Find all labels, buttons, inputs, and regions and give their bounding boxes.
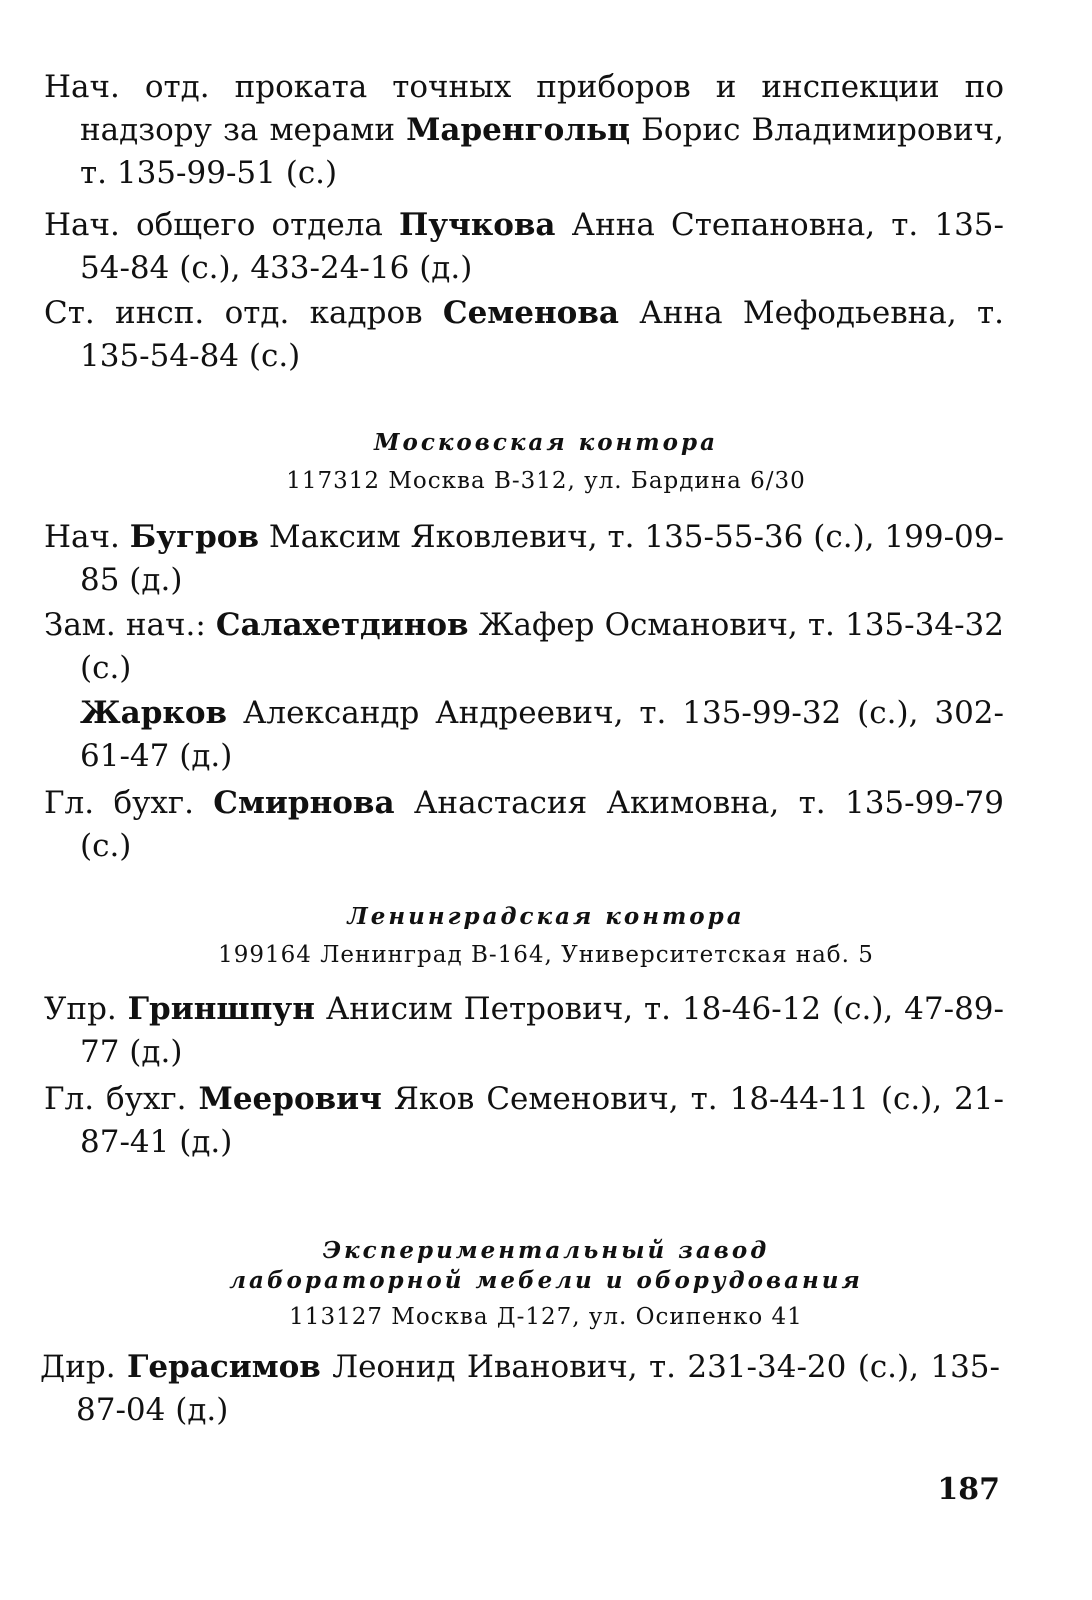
- entry-details: Анна Степановна, т. 135-54-84 (с.), 433-24-16 (д.): [80, 207, 1005, 286]
- entry-grinshpun: [44, 988, 1004, 1074]
- entry-surname: Жарков: [80, 695, 228, 731]
- entry-bugrov: [44, 516, 1004, 602]
- entry-details: Анастасия Акимовна, т. 135-99-79 (с.): [80, 785, 1004, 864]
- entry-surname: Смирнова: [213, 785, 395, 821]
- entry-prefix: Нач. общего отдела: [44, 207, 400, 243]
- section-address-plant: 113127 Москва Д-127, ул. Осипенко 41: [289, 1304, 803, 1330]
- section-heading-plant-line2: лабораторной мебели и оборудования: [229, 1267, 863, 1294]
- entry-details: Леонид Иванович, т. 231-34-20 (с.), 135-87-04 (д.): [76, 1349, 1000, 1428]
- page-number: 187: [937, 1472, 1000, 1507]
- entry-surname: Бугров: [129, 519, 259, 555]
- entry-prefix: Ст. инсп. отд. кадров: [44, 295, 443, 331]
- entry-details: Анна Мефодьевна, т. 135-54-84 (с.): [80, 295, 1005, 374]
- entry-prefix: Упр.: [44, 991, 128, 1027]
- entry-prefix: Дир.: [40, 1349, 127, 1385]
- section-heading-plant-line1: Экспериментальный завод: [322, 1237, 770, 1264]
- entry-meerovich: [44, 1078, 1004, 1164]
- entry-surname: Герасимов: [126, 1349, 321, 1385]
- entry-surname: Семенова: [442, 295, 619, 331]
- entry-prefix: Нач.: [44, 519, 130, 555]
- entry-details: Борис Владимирович, т. 135-99-51 (с.): [80, 112, 1004, 191]
- entry-surname: Пучкова: [399, 207, 556, 243]
- entry-prefix: Гл. бухг.: [44, 785, 214, 821]
- entry-puchkova: [44, 204, 1004, 290]
- entry-semenova: [44, 292, 1004, 378]
- section-heading-moscow: Московская контора: [374, 429, 718, 456]
- entry-marengolts: [44, 66, 1004, 195]
- entry-details: Анисим Петрович, т. 18-46-12 (с.), 47-89-77 (д.): [80, 991, 1004, 1070]
- entry-gerasimov: [40, 1346, 1000, 1432]
- entry-salakhetdinov: [44, 604, 1004, 690]
- section-heading-leningrad: Ленинградская контора: [347, 903, 745, 930]
- entry-details: Жафер Османович, т. 135-34-32 (с.): [80, 607, 1004, 686]
- entry-zharkov: [80, 692, 1004, 778]
- entry-details: Александр Андреевич, т. 135-99-32 (с.), 302-61-47 (д.): [80, 695, 1004, 774]
- section-address-leningrad: 199164 Ленинград В-164, Университетская наб. 5: [218, 942, 874, 968]
- entry-prefix: Нач. отд. проката точных приборов и инспекции по надзору за мерами: [44, 69, 1004, 148]
- entry-surname: Меерович: [198, 1081, 382, 1117]
- entry-surname: Маренгольц: [406, 112, 631, 148]
- entry-surname: Салахетдинов: [215, 607, 469, 643]
- section-address-moscow: 117312 Москва В-312, ул. Бардина 6/30: [286, 468, 806, 494]
- entry-surname: Гриншпун: [127, 991, 315, 1027]
- entry-prefix: Зам. нач.:: [44, 607, 216, 643]
- entry-details: Максим Яковлевич, т. 135-55-36 (с.), 199-09-85 (д.): [80, 519, 1004, 598]
- entry-smirnova: [44, 782, 1004, 868]
- entry-details: Яков Семенович, т. 18-44-11 (с.), 21-87-41 (д.): [80, 1081, 1005, 1160]
- entry-prefix: Гл. бухг.: [44, 1081, 199, 1117]
